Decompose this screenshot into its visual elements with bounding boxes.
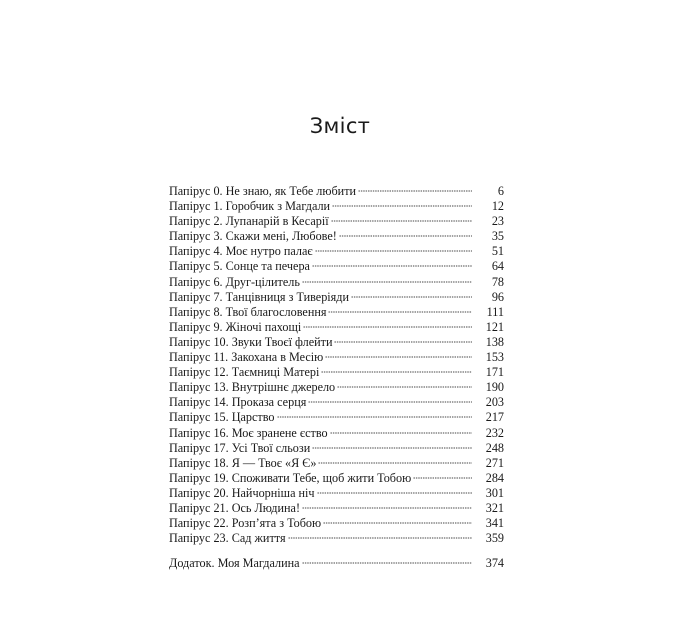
toc-entry (169, 244, 504, 259)
toc-entry (169, 290, 504, 305)
toc-entry-label: Папірус 4. Моє нутро палає (169, 244, 313, 259)
toc-entry-page-number: 284 (485, 470, 504, 485)
toc-entry-page-number: 6 (497, 184, 504, 198)
dot-leader (277, 416, 472, 418)
toc-entry (169, 320, 504, 335)
toc-entry-page-number: 359 (485, 531, 504, 546)
toc-entry (169, 214, 504, 229)
toc-entry (169, 486, 504, 501)
toc-entry-label: Папірус 20. Найчорніша ніч (169, 485, 315, 500)
toc-entry-label: Папірус 18. Я — Твоє «Я Є» (169, 455, 317, 470)
toc-entry (169, 199, 504, 214)
toc-entry (169, 531, 504, 546)
toc-entry-page-number: 232 (485, 425, 504, 440)
toc-entry-page-number: 248 (485, 440, 504, 455)
toc-entry (169, 335, 504, 350)
toc-entry (169, 456, 504, 471)
toc-entry (169, 350, 504, 365)
toc-entry-label: Папірус 6. Друг-цілитель (169, 274, 300, 289)
toc-entry-label: Папірус 13. Внутрішнє джерело (169, 380, 336, 395)
toc-entry-page-number: 217 (485, 410, 504, 425)
toc-entry-page-number: 111 (486, 304, 504, 319)
dot-leader (312, 265, 472, 267)
dot-leader (288, 537, 472, 539)
toc-entry-page-number: 341 (485, 516, 504, 531)
toc-entry-page-number: 12 (491, 199, 504, 214)
dot-leader (312, 447, 472, 449)
toc-entry (169, 395, 504, 410)
toc-entry-appendix (169, 556, 504, 571)
toc-list (169, 184, 504, 546)
toc-entry-label: Папірус 16. Моє зранене єство (169, 425, 328, 440)
toc-entry-page-number: 138 (485, 334, 504, 349)
dot-leader (328, 311, 472, 313)
toc-entry-label: Папірус 17. Усі Твої сльози (169, 440, 311, 455)
toc-entry-page-number: 51 (491, 244, 504, 259)
toc-entry-page-number: 35 (491, 229, 504, 244)
toc-entry-label: Папірус 14. Проказа серця (169, 395, 307, 410)
dot-leader (339, 235, 472, 237)
toc-entry-label: Папірус 7. Танцівниця з Тиверіяди (169, 289, 350, 304)
toc-entry-label: Папірус 11. Закохана в Месію (169, 350, 324, 365)
dot-leader (302, 562, 472, 564)
toc-entry-page-number: 203 (485, 395, 504, 410)
dot-leader (331, 220, 472, 222)
toc-entry (169, 516, 504, 531)
dot-leader (358, 190, 472, 192)
toc-entry-label: Додаток. Моя Магдалина (169, 556, 300, 570)
toc-entry (169, 305, 504, 320)
dot-leader (413, 477, 472, 479)
toc-entry-page-number: 271 (485, 455, 504, 470)
toc-entry-page-number: 321 (485, 500, 504, 515)
toc-entry-page-number: 64 (491, 259, 504, 274)
dot-leader (317, 492, 472, 494)
toc-entry-label: Папірус 15. Царство (169, 410, 275, 425)
toc-entry-label: Папірус 2. Лупанарій в Кесарії (169, 214, 329, 229)
toc-entry (169, 410, 504, 425)
toc-entry (169, 441, 504, 456)
toc-entry-label: Папірус 23. Сад життя (169, 531, 286, 546)
toc-entry (169, 471, 504, 486)
toc-entry-page-number: 374 (485, 556, 504, 570)
toc-entry-label: Папірус 21. Ось Людина! (169, 500, 301, 515)
dot-leader (302, 507, 472, 509)
toc-entry-page-number: 171 (485, 365, 504, 380)
toc-entry (169, 184, 504, 199)
toc-entry-label: Папірус 5. Сонце та печера (169, 259, 310, 274)
toc-entry-label: Папірус 3. Скажи мені, Любове! (169, 229, 337, 244)
toc-entry-label: Папірус 19. Споживати Тебе, щоб жити Тобою (169, 470, 412, 485)
toc-entry-page-number: 23 (491, 214, 504, 229)
toc-entry-label: Папірус 8. Твої благословення (169, 304, 327, 319)
dot-leader (321, 371, 472, 373)
toc-entry (169, 380, 504, 395)
toc-entry-label: Папірус 0. Не знаю, як Тебе любити (169, 184, 357, 198)
toc-entry-page-number: 96 (491, 289, 504, 304)
dot-leader (325, 356, 472, 358)
toc-entry-page-number: 190 (485, 380, 504, 395)
toc-entry-label: Папірус 10. Звуки Твоєї флейти (169, 334, 333, 349)
dot-leader (334, 341, 472, 343)
toc-entry-page-number: 78 (491, 274, 504, 289)
toc-entry-page-number: 301 (485, 485, 504, 500)
dot-leader (323, 522, 472, 524)
toc-entry (169, 259, 504, 274)
dot-leader (302, 281, 472, 283)
toc-entry (169, 275, 504, 290)
dot-leader (318, 462, 472, 464)
dot-leader (330, 432, 472, 434)
dot-leader (303, 326, 472, 328)
toc-entry-page-number: 121 (485, 319, 504, 334)
dot-leader (332, 205, 472, 207)
toc-entry (169, 365, 504, 380)
toc-entry-page-number: 153 (485, 350, 504, 365)
toc-entry (169, 501, 504, 516)
toc-entry (169, 426, 504, 441)
dot-leader (315, 250, 472, 252)
dot-leader (308, 401, 472, 403)
toc-title: Зміст (309, 114, 371, 138)
toc-entry (169, 229, 504, 244)
toc-entry-label: Папірус 9. Жіночі пахощі (169, 319, 302, 334)
dot-leader (351, 296, 472, 298)
toc-entry-label: Папірус 22. Розп’ята з Тобою (169, 516, 322, 531)
dot-leader (337, 386, 472, 388)
toc-entry-label: Папірус 12. Таємниці Матері (169, 365, 320, 380)
toc-entry-label: Папірус 1. Горобчик з Магдали (169, 199, 331, 214)
